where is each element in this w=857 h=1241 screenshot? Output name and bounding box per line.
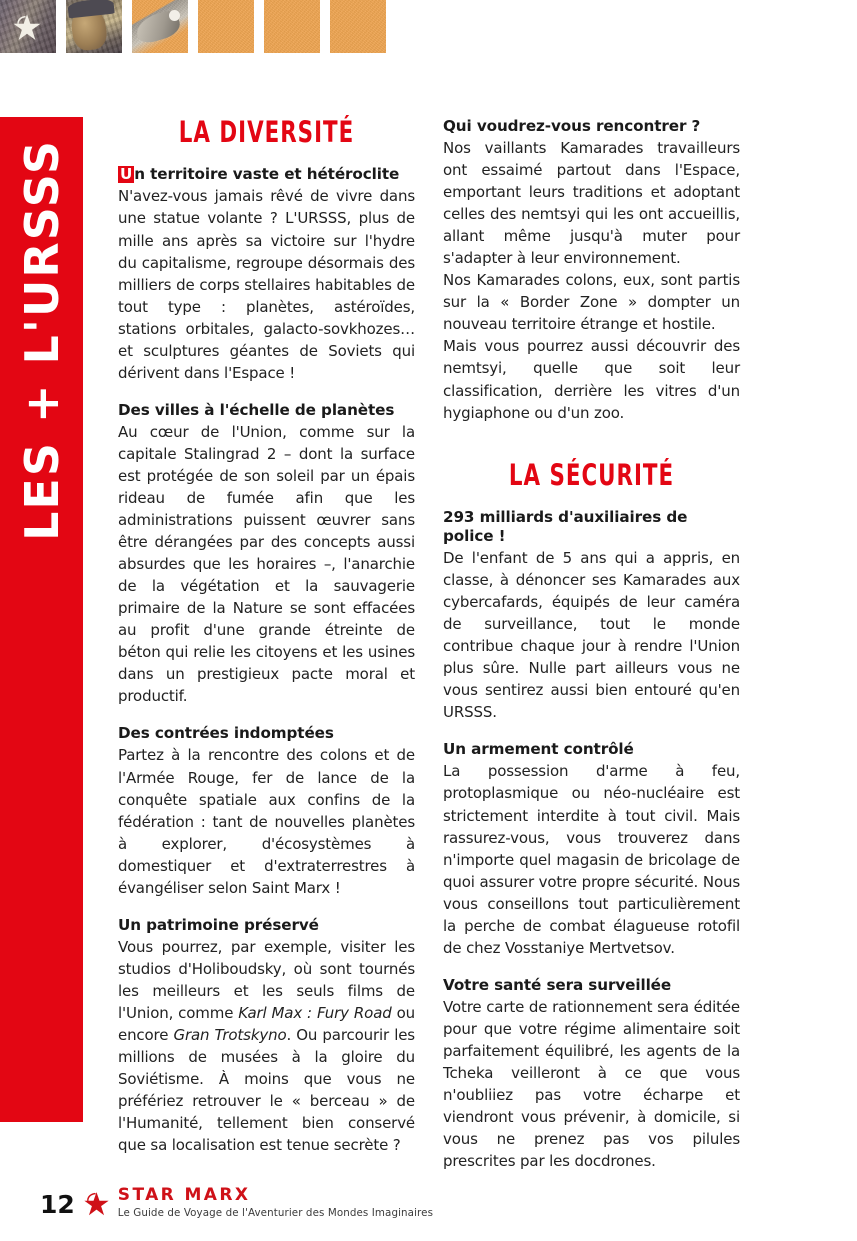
subheading-sante: Votre santé sera surveillée bbox=[443, 975, 672, 994]
subheading-territoire-rest: n territoire vaste et hétéroclite bbox=[134, 165, 400, 184]
subheading-patrimoine: Un patrimoine préservé bbox=[118, 915, 319, 934]
dropcap-letter: U bbox=[120, 165, 133, 184]
paragraph-sante: Votre carte de rationnement sera éditée pour que votre régime alimentaire soit parfaitement équilibré, les agents de la Tcheka veilleront à ce que vous n'oubliiez pas votre écharpe et viendront vous prévenir, à domicile, si vous ne prenez pas vos pilules prescrites par les docdrones. bbox=[443, 997, 740, 1171]
sidebar-vertical-title: LES + L'URSSS bbox=[14, 139, 69, 541]
paragraph-villes: Au cœur de l'Union, comme sur la capitale Stalingrad 2 – dont la surface est protégée de son soleil par un épais rideau de fumée afin que les administrations puissent œuvrer sans être dérangées par des concepts aussi absurdes que les horaires –, l'anarchie de la végétation et la sauvagerie primaire de la Nature se sont effacées au profit d'une grande étreinte de béton qui relie les citoyens et les usines dans un prestigieux pacte moral et productif. bbox=[118, 422, 415, 706]
star-emblem-thumbnail bbox=[0, 0, 56, 53]
patrimoine-text-1: Vous pourrez, par exemple, visiter les studios d'Holiboudsky, où sont tournés les meilleurs et les seuls films de l'Union, comme bbox=[118, 937, 415, 1022]
star-icon bbox=[12, 13, 42, 43]
subheading-rencontrer: Qui voudrez-vous rencontrer ? bbox=[443, 117, 701, 135]
paragraph-auxiliaires: De l'enfant de 5 ans qui a appris, en classe, à dénoncer ses Kamarades aux cybercafards, équipés de leur caméra de surveillance, tout le monde contribue chaque jour à rendre l'Union plus sûre. Nulle part ailleurs vous ne vous sentirez aussi bien entouré qu'en URSSS. bbox=[443, 549, 740, 722]
red-sidebar bbox=[0, 117, 83, 1122]
subheading-contrees: Des contrées indomptées bbox=[118, 724, 334, 743]
orange-paper-thumbnail-2 bbox=[264, 0, 320, 53]
brand-name: STAR MARX bbox=[117, 1184, 251, 1205]
orange-paper-thumbnail-1 bbox=[198, 0, 254, 53]
orange-paper-thumbnail-3 bbox=[330, 0, 386, 53]
subheading-armement: Un armement contrôlé bbox=[443, 740, 634, 759]
paragraph-contrees: Partez à la rencontre des colons et de l'Armée Rouge, fer de lance de la conquête spatiale aux confins de la fédération : tant de nouvelles planètes à explorer, d'écosystèmes à domestiquer et d'extraterrestres à évangéliser selon Saint Marx ! bbox=[118, 746, 415, 897]
paragraph-armement: La possession d'arme à feu, protoplasmique ou néo-nucléaire est strictement interdite à tout civil. Mais rassurez-vous, vous trouverez dans n'importe quel magasin de bricolage de quoi assurer votre propre sécurité. Nous vous conseillons tout particulièrement la perche de combat élagueuse rotofil de chez Vosstaniye Mertvetsov. bbox=[443, 762, 740, 957]
page-footer bbox=[40, 1184, 434, 1219]
subheading-territoire bbox=[118, 165, 415, 184]
soldier-portrait-thumbnail bbox=[66, 0, 122, 53]
section-title-securite: LA SÉCURITÉ bbox=[508, 457, 675, 492]
highlight-dot bbox=[169, 10, 180, 21]
subheading-auxiliaires: 293 milliards d'auxiliaires de police ! bbox=[443, 508, 688, 546]
paragraph-territoire: N'avez-vous jamais rêvé de vivre dans une statue volante ? L'URSSS, plus de mille ans après sa victoire sur l'hydre du capitalisme, regroupe désormais des milliers de corps stellaires habitables de tout type : planètes, astéroïdes, stations orbitales, galacto-sovkhozes… et sculptures géantes de Soviets qui dérivent dans l'Espace ! bbox=[118, 187, 415, 382]
patrimoine-text-2: ou encore bbox=[118, 1003, 415, 1044]
star-marx-logo-icon bbox=[83, 1191, 110, 1218]
patrimoine-text-3: . Ou parcourir les millions de musées à la gloire du Soviétisme. À moins que vous ne préfériez retrouver le « berceau » de l'Humanité, tellement bien conservé que sa localisation est tenue secrète ? bbox=[118, 1025, 415, 1155]
subheading-villes: Des villes à l'échelle de planètes bbox=[118, 400, 395, 419]
film-title-1: Karl Max : Fury Road bbox=[238, 1003, 392, 1022]
left-column bbox=[118, 117, 415, 1173]
paragraph-patrimoine bbox=[118, 936, 415, 1156]
footer-text-group bbox=[117, 1184, 434, 1219]
military-cap-shape bbox=[67, 0, 114, 18]
section-title-diversite: LA DIVERSITÉ bbox=[178, 115, 355, 149]
brand-tagline: Le Guide de Voyage de l'Aventurier des Mondes Imaginaires bbox=[117, 1206, 434, 1219]
thumbnail-strip bbox=[0, 0, 857, 53]
page-number: 12 bbox=[40, 1190, 75, 1219]
paragraph-rencontrer: Nos vaillants Kamarades travailleurs ont essaimé partout dans l'Espace, emportant leurs traditions et adoptant celles des nemtsyi qui les ont accueillis, allant même jusqu'à muter pour s'adapter à leur environnement. Nos Kamarades colons, eux, sont partis sur la « Border Zone » dompter un nouveau territoire étrange et hostile. Mais vous pourrez aussi découvrir des nemtsyi, quelle que soit leur classification, derrière les vitres d'un hygiaphone ou d'un zoo. bbox=[443, 139, 740, 422]
film-title-2: Gran Trotskyno bbox=[173, 1025, 287, 1044]
right-column bbox=[443, 117, 740, 1173]
article-columns bbox=[118, 117, 756, 1173]
sidebar-label-wrapper bbox=[0, 139, 83, 739]
gloved-hands-thumbnail bbox=[132, 0, 188, 53]
